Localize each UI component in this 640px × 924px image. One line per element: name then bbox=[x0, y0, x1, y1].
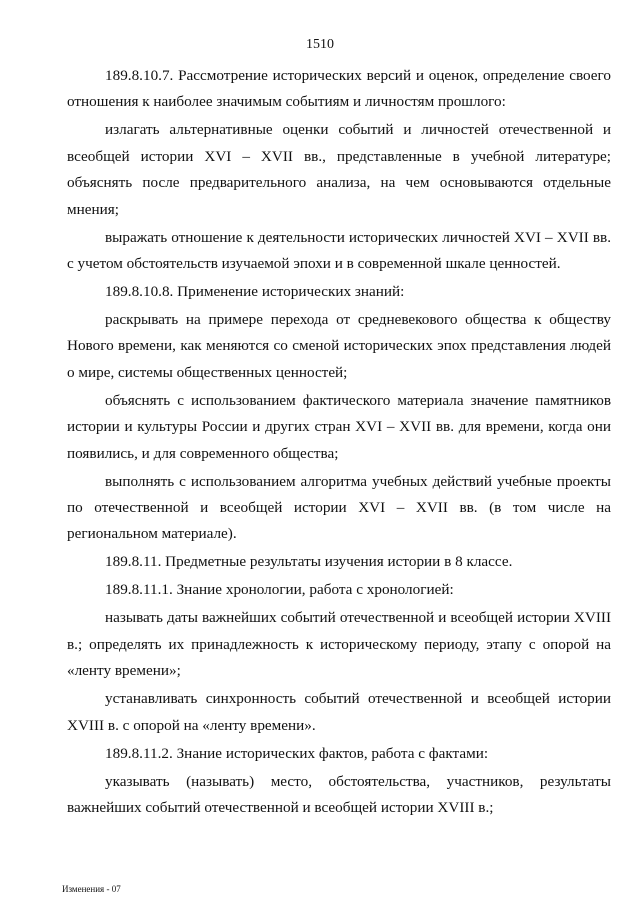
footer-revision-note: Изменения - 07 bbox=[62, 884, 121, 894]
paragraph-name-dates: называть даты важнейших событий отечественной и всеобщей истории XVIII в.; определять их принадлежность к историческому периоду, этапу с опорой на «ленту времени»; bbox=[67, 609, 611, 680]
paragraph-189-8-10-7: 189.8.10.7. Рассмотрение исторических версий и оценок, определение своего отношения к наиболее значимым событиям и личностям прошлого: bbox=[67, 67, 611, 111]
paragraph-189-8-11-1: 189.8.11.1. Знание хронологии, работа с хронологией: bbox=[105, 581, 454, 599]
page-number: 1510 bbox=[306, 37, 334, 52]
paragraph-educational-projects: выполнять с использованием алгоритма учебных действий учебные проекты по отечественной и всеобщей истории XVI – XVII вв. (в том числе на региональном материале). bbox=[67, 472, 611, 543]
paragraph-indicate-events: указывать (называть) место, обстоятельства, участников, результаты важнейших событий отечественной и всеобщей истории XVIII в.; bbox=[67, 772, 611, 817]
paragraph-189-8-10-8: 189.8.10.8. Применение исторических знаний: bbox=[105, 283, 405, 301]
paragraph-189-8-11: 189.8.11. Предметные результаты изучения истории в 8 классе. bbox=[105, 553, 513, 571]
paragraph-transition-modern-times: раскрывать на примере перехода от средневекового общества к обществу Нового времени, как меняются со сменой исторических эпох представления людей о мире, системы общественных ценностей; bbox=[67, 311, 611, 381]
page-body bbox=[67, 63, 611, 823]
paragraph-monuments-significance: объяснять с использованием фактического материала значение памятников истории и культуры России и других стран XVI – XVII вв. для времени, когда они появились, и для современного общества; bbox=[67, 391, 611, 462]
paragraph-alternative-assessments: излагать альтернативные оценки событий и личностей отечественной и всеобщей истории XVI – XVII вв., представленные в учебной литературе; объяснять после предварительного анализа, на чем основываются отдельные мнения; bbox=[67, 121, 611, 218]
paragraph-express-attitude: выражать отношение к деятельности исторических личностей XVI – XVII вв. с учетом обстоятельств изучаемой эпохи и в современной шкале ценностей. bbox=[67, 228, 611, 273]
paragraph-synchronicity: устанавливать синхронность событий отечественной и всеобщей истории XVIII в. с опорой на «ленту времени». bbox=[67, 690, 611, 734]
paragraph-189-8-11-2: 189.8.11.2. Знание исторических фактов, работа с фактами: bbox=[105, 744, 489, 762]
